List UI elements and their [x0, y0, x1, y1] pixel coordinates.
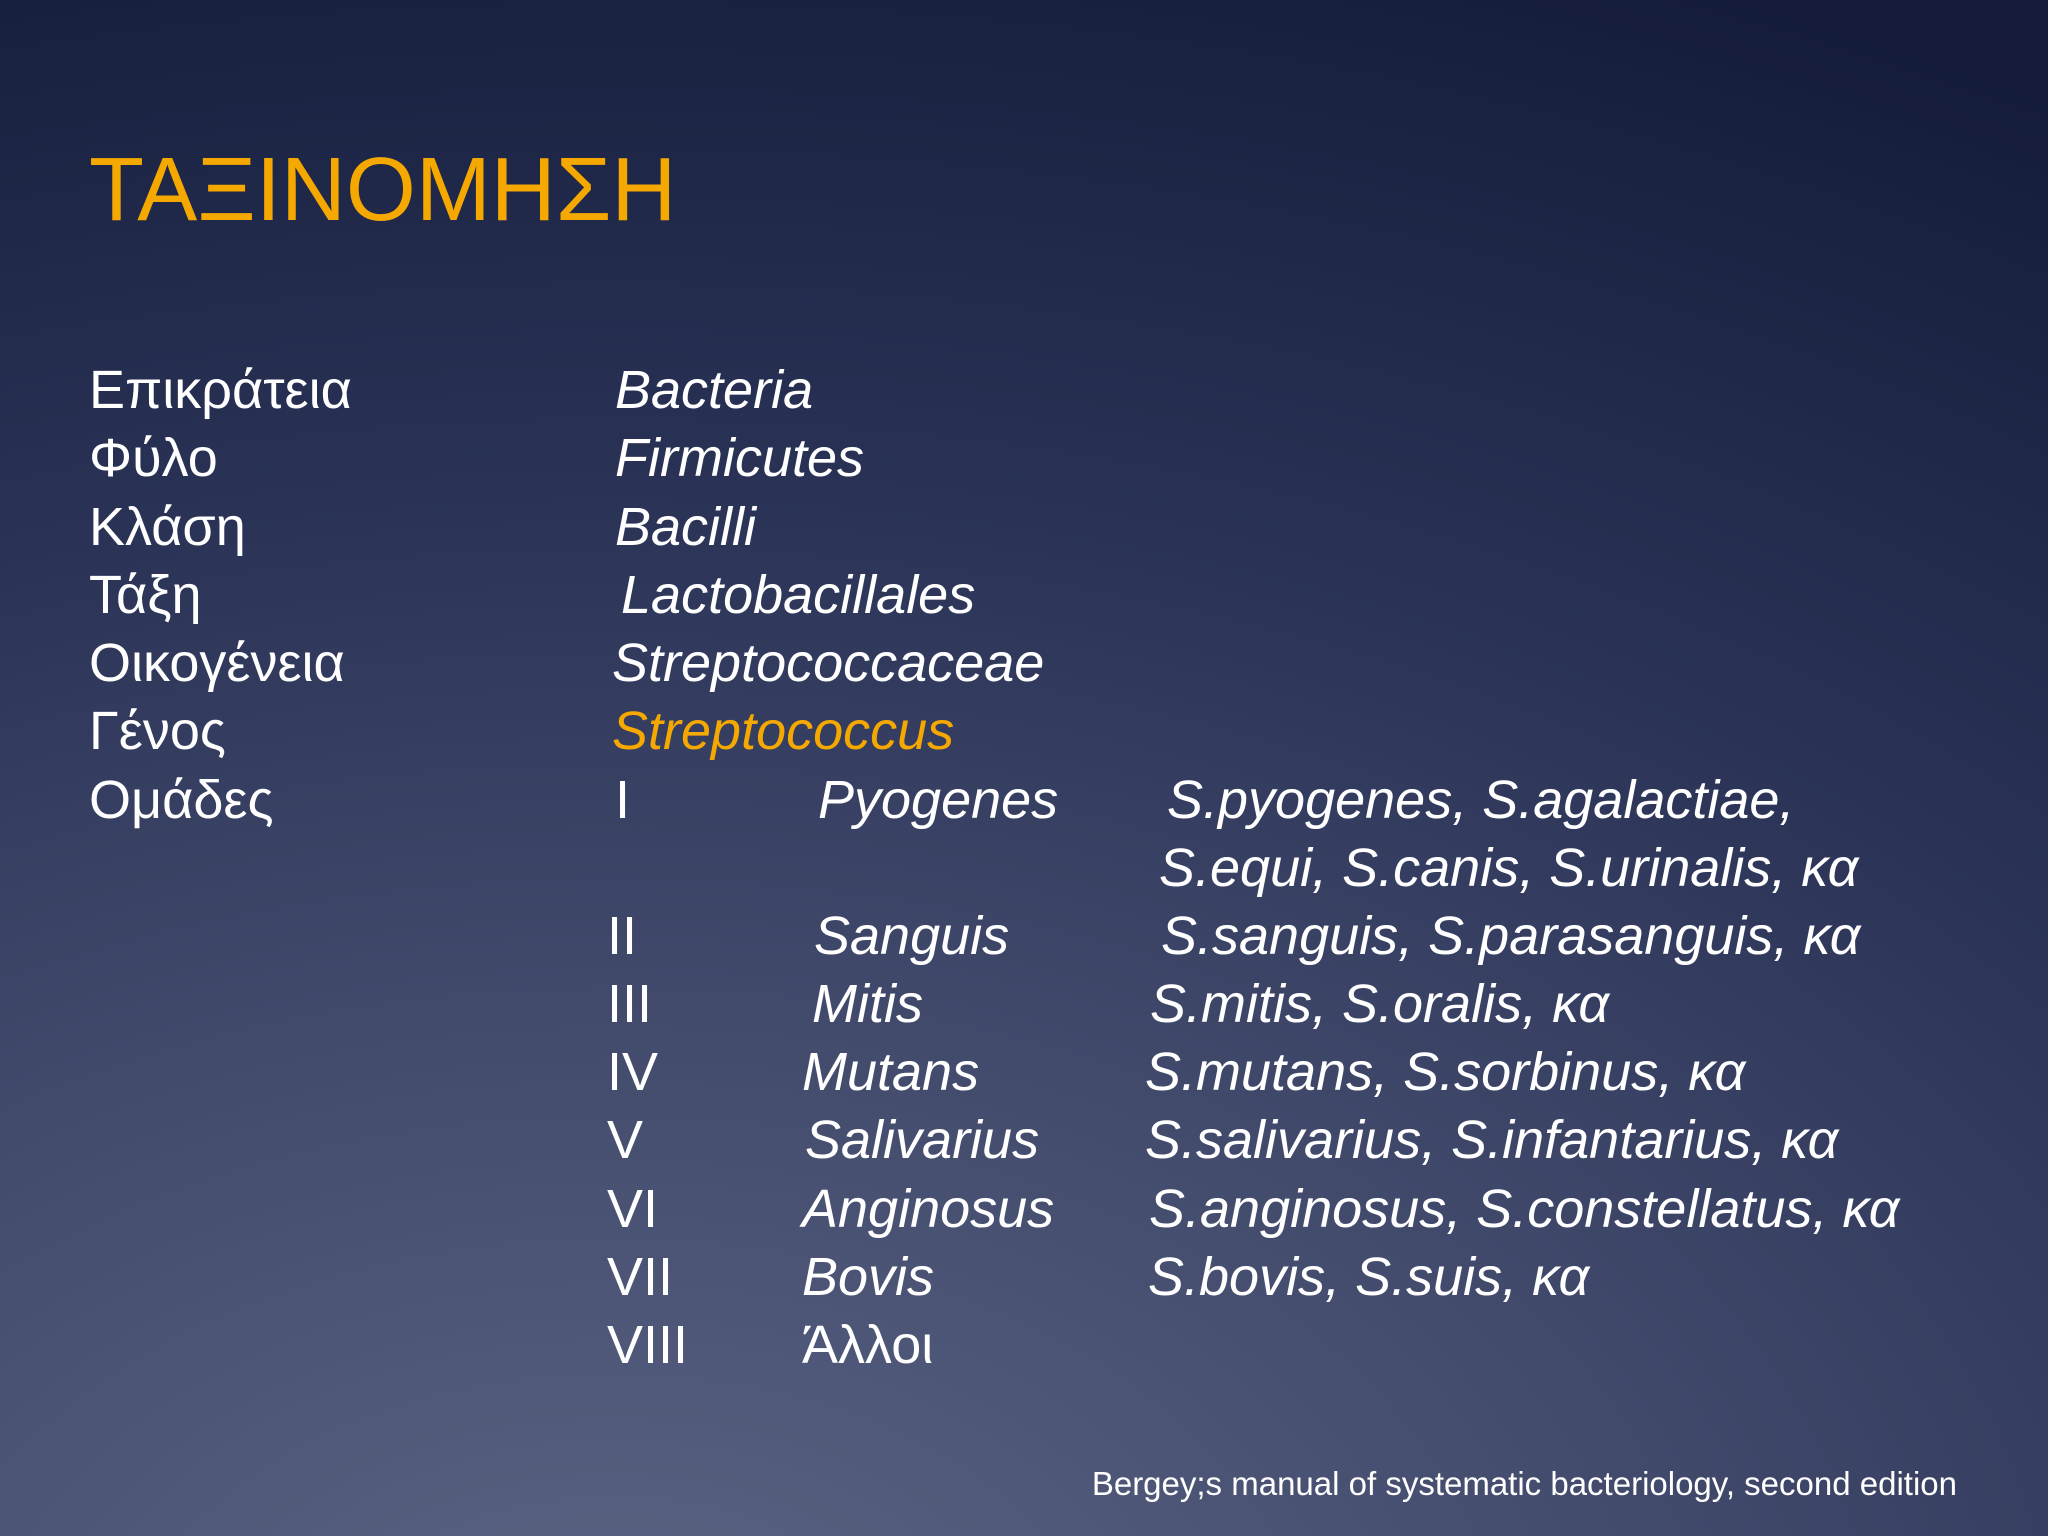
rank-label-family: Οικογένεια	[89, 633, 345, 693]
taxon-order: Lactobacillales	[621, 565, 976, 625]
rank-label-phylum: Φύλο	[89, 428, 218, 488]
slide-title: ΤΑΞΙΝΟΜΗΣΗ	[89, 140, 677, 240]
group-number: I	[615, 770, 631, 830]
group-name: Sanguis	[814, 906, 1010, 966]
group-number: IV	[607, 1042, 659, 1102]
group-number: II	[607, 906, 638, 966]
citation: Bergey;s manual of systematic bacteriology, second edition	[1091, 1465, 1957, 1502]
rank-label-domain: Επικράτεια	[89, 360, 352, 420]
rank-label-order: Τάξη	[89, 565, 202, 625]
group-name: Salivarius	[805, 1110, 1040, 1170]
group-name: Άλλοι	[802, 1315, 934, 1375]
group-name: Mutans	[802, 1042, 980, 1102]
rank-label-groups: Ομάδες	[89, 770, 274, 830]
group-number: VII	[607, 1247, 674, 1307]
group-species: S.salivarius, S.infantarius, κα	[1145, 1110, 1839, 1170]
group-species-continued: S.equi, S.canis, S.urinalis, κα	[1159, 838, 1859, 898]
group-species: S.pyogenes, S.agalactiae,	[1167, 770, 1795, 830]
group-number: III	[607, 974, 653, 1034]
taxon-domain: Bacteria	[615, 360, 814, 420]
group-species: S.mutans, S.sorbinus, κα	[1145, 1042, 1746, 1102]
taxon-class: Bacilli	[615, 497, 757, 557]
group-number: VI	[607, 1179, 659, 1239]
group-name: Bovis	[802, 1247, 935, 1307]
rank-label-class: Κλάση	[89, 497, 246, 557]
group-name: Pyogenes	[818, 770, 1059, 830]
group-species: S.anginosus, S.constellatus, κα	[1149, 1179, 1900, 1239]
rank-label-genus: Γένος	[89, 701, 226, 761]
group-species: S.mitis, S.oralis, κα	[1150, 974, 1610, 1034]
group-name: Mitis	[812, 974, 923, 1034]
group-name: Anginosus	[802, 1179, 1055, 1239]
taxon-genus: Streptococcus	[612, 701, 955, 761]
taxon-family: Streptococcaceae	[612, 633, 1045, 693]
taxon-phylum: Firmicutes	[615, 428, 865, 488]
group-species: S.bovis, S.suis, κα	[1148, 1247, 1590, 1307]
group-species: S.sanguis, S.parasanguis, κα	[1161, 906, 1861, 966]
group-number: VIII	[607, 1315, 689, 1375]
group-number: V	[607, 1110, 644, 1170]
